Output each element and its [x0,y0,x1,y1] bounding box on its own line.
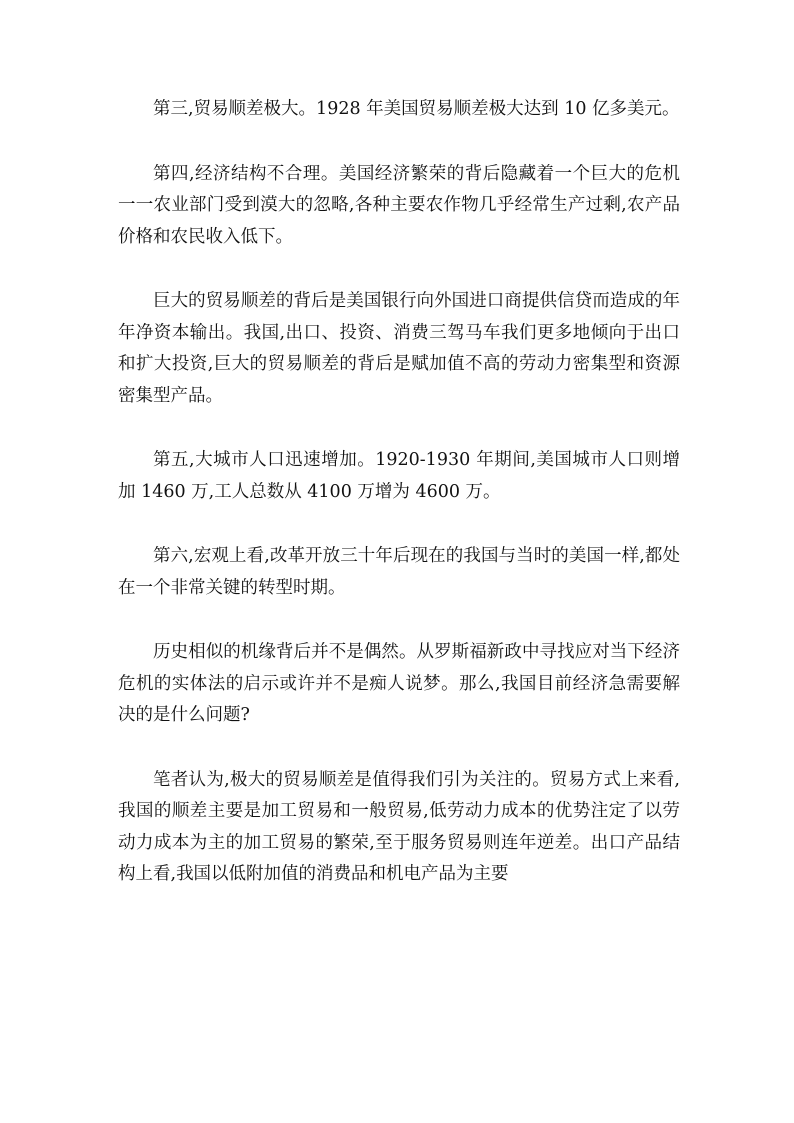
document-body [118,94,680,924]
paragraph-transition-period: 第六,宏观上看,改革开放三十年后现在的我国与当时的美国一样,都处在一个非常关键的转型时期。 [118,546,680,598]
paragraph-economic-structure: 第四,经济结构不合理。美国经济繁荣的背后隐藏着一个巨大的危机一一农业部门受到漠大的忽略,各种主要农作物几乎经常生产过剩,农产品价格和农民收入低下。 [118,163,680,247]
paragraph-historical-similarity: 历史相似的机缘背后并不是偶然。从罗斯福新政中寻找应对当下经济危机的实体法的启示或许并不是痴人说梦。那么,我国目前经济急需要解决的是什么问题? [118,642,680,725]
paragraph-trade-surplus: 第三,贸易顺差极大。1928 年美国贸易顺差极大达到 10 亿多美元。 [153,99,680,119]
paragraph-author-view: 笔者认为,极大的贸易顺差是值得我们引为关注的。贸易方式上来看,我国的顺差主要是加工贸易和一般贸易,低劳动力成本的优势注定了以劳动力成本为主的加工贸易的繁荣,至于服务贸易则连年逆差。出口产品结构上看,我国以低附加值的消费品和机电产品为主要 [118,769,680,884]
paragraph-capital-export: 巨大的贸易顺差的背后是美国银行向外国进口商提供信贷而造成的年年净资本输出。我国,出口、投资、消费三驾马车我们更多地倾向于出口和扩大投资,巨大的贸易顺差的背后是赋加值不高的劳动力密集型和资源密集型产品。 [118,291,680,406]
paragraph-urban-population: 第五,大城市人口迅速增加。1920-1930 年期间,美国城市人口则增加 1460 万,工人总数从 4100 万增为 4600 万。 [118,450,680,502]
